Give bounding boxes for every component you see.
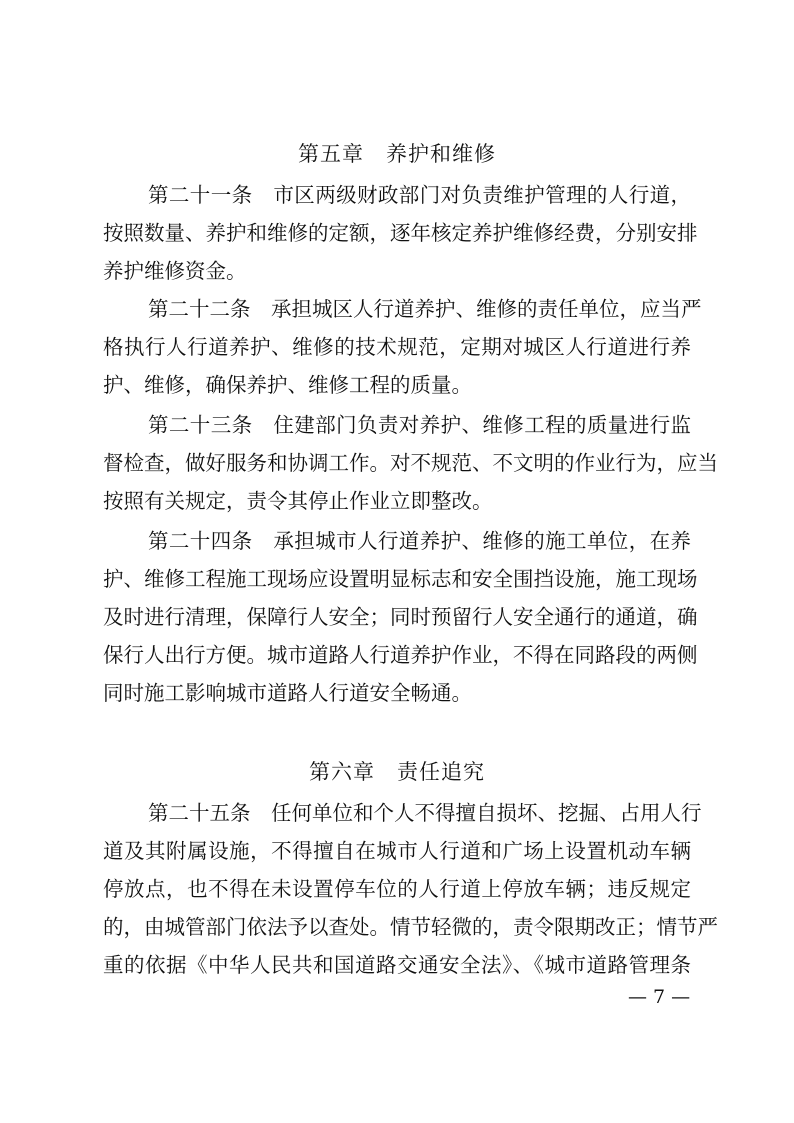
page-number: — 7 — — [628, 986, 691, 1008]
chapter-6-heading: 第六章 责任追究 — [309, 760, 485, 784]
article-23-line-1: 第二十三条 住建部门负责对养护、维修工程的质量进行监 — [148, 413, 691, 437]
article-24-line-2: 护、维修工程施工现场应设置明显标志和安全围挡设施，施工现场 — [103, 567, 698, 591]
article-21-line-2: 按照数量、养护和维修的定额，逐年核定养护维修经费，分别安排 — [103, 221, 698, 245]
article-23-line-3: 按照有关规定，责令其停止作业立即整改。 — [103, 489, 493, 513]
article-25-line-3: 停放点，也不得在未设置停车位的人行道上停放车辆；违反规定 — [103, 877, 691, 901]
article-25-line-2: 道及其附属设施，不得擅自在城市人行道和广场上设置机动车辆 — [103, 839, 691, 863]
article-22-line-3: 护、维修，确保养护、维修工程的质量。 — [103, 373, 472, 397]
article-24-line-3: 及时进行清理，保障行人安全；同时预留行人安全通行的通道，确 — [103, 605, 698, 629]
article-25-line-4: 的，由城管部门依法予以查处。情节轻微的，责令限期改正；情节严 — [103, 915, 718, 939]
article-24-line-4: 保行人出行方便。城市道路人行道养护作业，不得在同路段的两侧 — [103, 643, 698, 667]
article-22-line-1: 第二十二条 承担城区人行道养护、维修的责任单位，应当严 — [148, 297, 702, 321]
article-25-line-1: 第二十五条 任何单位和个人不得擅自损坏、挖掘、占用人行 — [148, 801, 702, 825]
article-21-line-1: 第二十一条 市区两级财政部门对负责维护管理的人行道， — [148, 183, 691, 207]
article-22-line-2: 格执行人行道养护、维修的技术规范，定期对城区人行道进行养 — [103, 335, 691, 359]
article-23-line-2: 督检查，做好服务和协调工作。对不规范、不文明的作业行为，应当 — [103, 451, 718, 475]
article-24-line-5: 同时施工影响城市道路人行道安全畅通。 — [103, 681, 472, 705]
article-24-line-1: 第二十四条 承担城市人行道养护、维修的施工单位，在养 — [148, 529, 691, 553]
chapter-5-heading: 第五章 养护和维修 — [298, 142, 496, 166]
article-25-line-5: 重的依据《中华人民共和国道路交通安全法》、《城市道路管理条 — [103, 953, 691, 977]
article-21-line-3: 养护维修资金。 — [103, 259, 247, 283]
